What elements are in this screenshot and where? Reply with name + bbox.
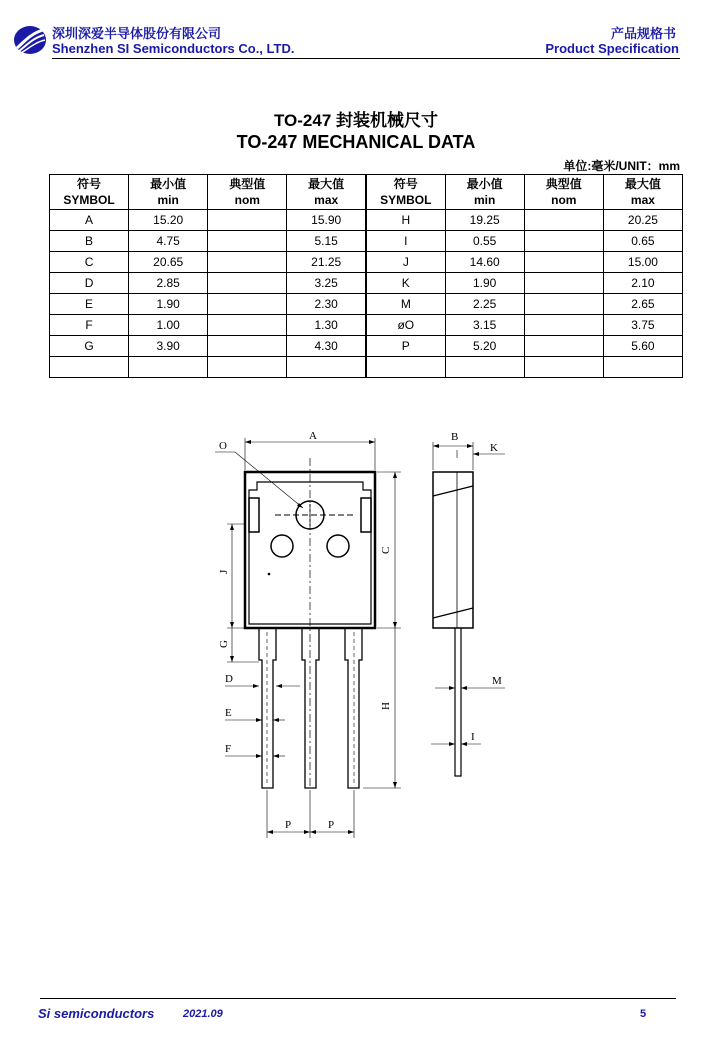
table-cell: 0.65 xyxy=(603,231,682,252)
table-cell: 21.25 xyxy=(287,252,366,273)
dim-label-b: B xyxy=(451,431,459,443)
table-cell xyxy=(129,357,208,378)
table-header-cell: 最大值 max xyxy=(287,175,366,210)
header-divider xyxy=(52,58,680,59)
table-cell: E xyxy=(50,294,129,315)
table-cell: 20.65 xyxy=(129,252,208,273)
dim-label-m: M xyxy=(492,675,502,687)
table-row xyxy=(50,273,683,294)
left-notch xyxy=(249,498,259,532)
table-header-cell: 符号 SYMBOL xyxy=(50,175,129,210)
table-cell: P xyxy=(366,336,445,357)
table-cell: 20.25 xyxy=(603,210,682,231)
table-cell xyxy=(524,252,603,273)
table-row xyxy=(50,210,683,231)
table-row xyxy=(50,357,683,378)
company-name-cn: 深圳深爱半导体股份有限公司 xyxy=(52,26,222,41)
table-cell: A xyxy=(50,210,129,231)
table-cell xyxy=(287,357,366,378)
lead-center xyxy=(302,628,319,788)
table-cell xyxy=(524,210,603,231)
table-cell xyxy=(208,273,287,294)
dim-label-p1: P xyxy=(285,819,292,831)
footer-date: 2021.09 xyxy=(183,1008,223,1020)
table-cell xyxy=(208,294,287,315)
page-number: 5 xyxy=(640,1008,647,1020)
table-cell xyxy=(208,231,287,252)
unit-label: 单位:毫米/UNIT：mm xyxy=(563,159,680,173)
table-cell: 15.00 xyxy=(603,252,682,273)
table-cell: 15.90 xyxy=(287,210,366,231)
dim-label-i: I xyxy=(471,731,475,743)
table-cell: C xyxy=(50,252,129,273)
table-cell xyxy=(208,315,287,336)
table-cell: 1.00 xyxy=(129,315,208,336)
table-cell xyxy=(208,336,287,357)
table-cell: 2.25 xyxy=(445,294,524,315)
table-cell: 1.90 xyxy=(129,294,208,315)
table-cell xyxy=(524,294,603,315)
table-cell: 2.30 xyxy=(287,294,366,315)
footer-divider xyxy=(40,998,676,999)
dimension-table xyxy=(49,174,683,378)
page-title-cn: TO-247 封装机械尺寸 xyxy=(273,111,439,130)
table-cell xyxy=(524,315,603,336)
table-cell: H xyxy=(366,210,445,231)
table-cell xyxy=(445,357,524,378)
right-notch xyxy=(361,498,371,532)
company-name-en: Shenzhen SI Semiconductors Co., LTD. xyxy=(52,41,295,56)
footer-brand: Si semiconductors xyxy=(38,1006,155,1021)
table-header-cell: 典型值 nom xyxy=(208,175,287,210)
table-cell xyxy=(603,357,682,378)
doc-type-cn: 产品规格书 xyxy=(610,26,676,41)
table-cell xyxy=(524,336,603,357)
dim-label-d: D xyxy=(225,673,233,685)
table-cell: J xyxy=(366,252,445,273)
table-cell: F xyxy=(50,315,129,336)
table-cell: 3.15 xyxy=(445,315,524,336)
dim-label-g: G xyxy=(218,640,230,648)
pin-dot xyxy=(268,573,270,575)
table-cell: 2.10 xyxy=(603,273,682,294)
doc-type-en: Product Specification xyxy=(545,41,679,56)
table-body xyxy=(50,210,683,378)
table-header-cell: 最大值 max xyxy=(603,175,682,210)
table-cell: D xyxy=(50,273,129,294)
side-view-body xyxy=(433,472,473,628)
table-cell: M xyxy=(366,294,445,315)
company-logo xyxy=(12,22,48,56)
table-row xyxy=(50,336,683,357)
table-cell: 5.15 xyxy=(287,231,366,252)
dim-label-p2: P xyxy=(328,819,335,831)
table-row xyxy=(50,315,683,336)
table-cell xyxy=(50,357,129,378)
table-cell xyxy=(208,252,287,273)
table-cell: G xyxy=(50,336,129,357)
lead-right xyxy=(345,628,362,788)
table-cell: 4.75 xyxy=(129,231,208,252)
side-view-lead xyxy=(455,628,461,776)
dim-label-e: E xyxy=(225,707,232,719)
table-header-cell: 典型值 nom xyxy=(524,175,603,210)
table-cell: 19.25 xyxy=(445,210,524,231)
dim-label-k: K xyxy=(490,442,498,454)
dim-label-c: C xyxy=(380,546,392,554)
table-cell: 2.85 xyxy=(129,273,208,294)
table-row xyxy=(50,294,683,315)
dim-label-o: O xyxy=(219,440,227,452)
table-cell: 14.60 xyxy=(445,252,524,273)
table-header-cell: 最小值 min xyxy=(129,175,208,210)
table-cell: 4.30 xyxy=(287,336,366,357)
table-row xyxy=(50,231,683,252)
table-cell: I xyxy=(366,231,445,252)
table-cell: 1.30 xyxy=(287,315,366,336)
table-cell xyxy=(524,357,603,378)
table-cell: 0.55 xyxy=(445,231,524,252)
table-cell: 5.60 xyxy=(603,336,682,357)
dim-label-f: F xyxy=(225,743,232,755)
page-title-en: TO-247 MECHANICAL DATA xyxy=(236,132,476,152)
table-cell: 15.20 xyxy=(129,210,208,231)
lead-left xyxy=(259,628,276,788)
table-row xyxy=(50,252,683,273)
table-cell: 2.65 xyxy=(603,294,682,315)
table-header-row xyxy=(50,175,683,210)
ejector-mark-right xyxy=(327,535,349,557)
table-cell xyxy=(524,231,603,252)
table-cell xyxy=(524,273,603,294)
table-cell: 5.20 xyxy=(445,336,524,357)
table-cell xyxy=(366,357,445,378)
table-cell: 1.90 xyxy=(445,273,524,294)
dim-label-a: A xyxy=(309,430,317,442)
table-header-cell: 最小值 min xyxy=(445,175,524,210)
dim-label-h: H xyxy=(380,702,392,710)
ejector-mark-left xyxy=(271,535,293,557)
table-cell: 3.90 xyxy=(129,336,208,357)
table-cell xyxy=(208,210,287,231)
table-cell xyxy=(208,357,287,378)
table-cell: øO xyxy=(366,315,445,336)
dim-label-j: J xyxy=(218,569,230,574)
table-header-cell: 符号 SYMBOL xyxy=(366,175,445,210)
table-cell: 3.75 xyxy=(603,315,682,336)
table-cell: B xyxy=(50,231,129,252)
package-drawing xyxy=(205,418,510,842)
table-cell: 3.25 xyxy=(287,273,366,294)
table-cell: K xyxy=(366,273,445,294)
